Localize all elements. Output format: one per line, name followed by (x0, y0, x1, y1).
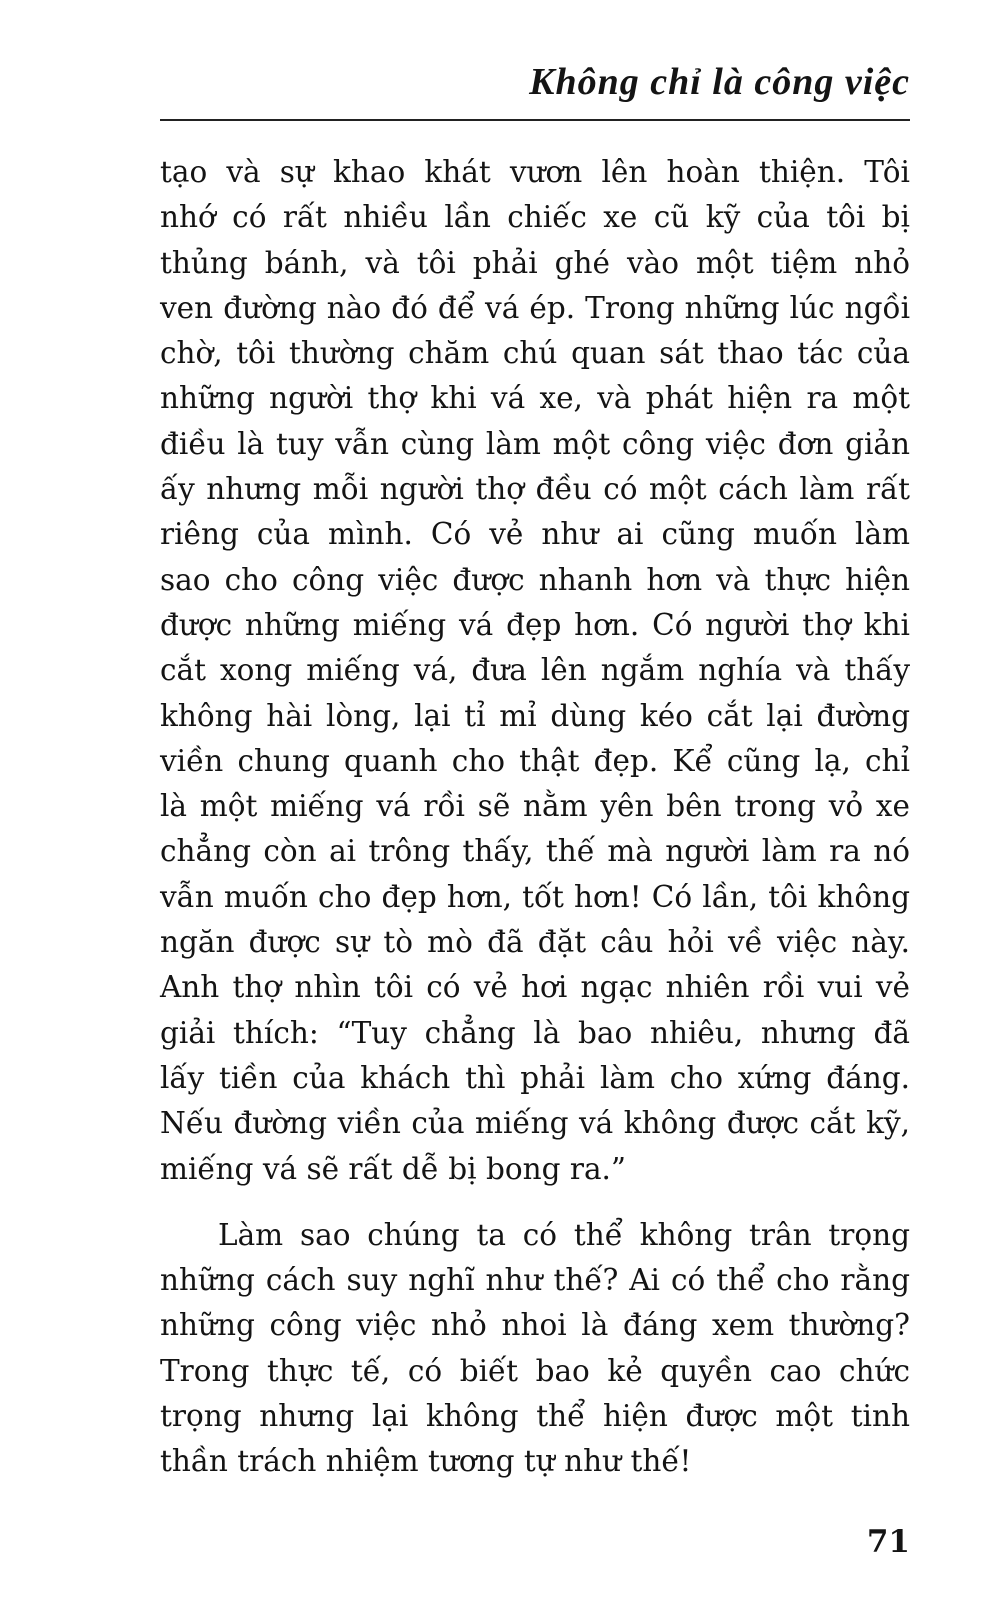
text-line: những cách suy nghĩ như thế? Ai có thể cho rằng (160, 1263, 910, 1298)
text-line: là một miếng vá rồi sẽ nằm yên bên trong vỏ xe (160, 789, 910, 824)
text-line: riêng của mình. Có vẻ như ai cũng muốn làm (160, 517, 910, 552)
text-line: miếng vá sẽ rất dễ bị bong ra.” (160, 1151, 626, 1186)
text-line: Nếu đường viền của miếng vá không được cắt kỹ, (160, 1106, 910, 1141)
text-line: lấy tiền của khách thì phải làm cho xứng đáng. (160, 1060, 910, 1095)
text-line: những người thợ khi vá xe, và phát hiện ra một (160, 381, 910, 416)
text-line: giải thích: “Tuy chẳng là bao nhiêu, nhưng đã (160, 1015, 910, 1050)
text-line: Anh thợ nhìn tôi có vẻ hơi ngạc nhiên rồi vui vẻ (160, 970, 910, 1005)
text-line: Trong thực tế, có biết bao kẻ quyền cao chức (160, 1353, 910, 1388)
text-line: viền chung quanh cho thật đẹp. Kể cũng lạ, chỉ (160, 743, 910, 778)
paragraph-spacer (160, 1192, 910, 1213)
text-line: Làm sao chúng ta có thể không trân trọng (218, 1217, 910, 1252)
text-line: tạo và sự khao khát vươn lên hoàn thiện. Tôi (160, 155, 910, 189)
text-line: cắt xong miếng vá, đưa lên ngắm nghía và thấy (160, 653, 910, 688)
paragraph (160, 150, 910, 1192)
running-header-title: Không chỉ là công việc (529, 61, 910, 103)
text-line: thủng bánh, và tôi phải ghé vào một tiệm nhỏ (160, 245, 910, 280)
text-line: chờ, tôi thường chăm chú quan sát thao tác của (160, 336, 910, 371)
text-line: vẫn muốn cho đẹp hơn, tốt hơn! Có lần, tôi không (160, 879, 910, 914)
header-divider (160, 119, 910, 121)
paragraph (160, 1213, 910, 1485)
text-line: sao cho công việc được nhanh hơn và thực hiện (160, 562, 910, 597)
text-line: ấy nhưng mỗi người thợ đều có một cách làm rất (160, 472, 910, 507)
text-line: nhớ có rất nhiều lần chiếc xe cũ kỹ của tôi bị (160, 200, 910, 235)
text-line: chẳng còn ai trông thấy, thế mà người làm ra nó (160, 834, 910, 869)
text-line: ven đường nào đó để vá ép. Trong những lúc ngồi (160, 290, 910, 325)
body-text (160, 150, 910, 1485)
text-line: ngăn được sự tò mò đã đặt câu hỏi về việc này. (160, 925, 910, 960)
text-line: trọng nhưng lại không thể hiện được một tinh (160, 1399, 910, 1434)
text-line: không hài lòng, lại tỉ mỉ dùng kéo cắt lại đường (160, 698, 910, 733)
text-line: thần trách nhiệm tương tự như thế! (160, 1444, 692, 1479)
text-line: những công việc nhỏ nhoi là đáng xem thường? (160, 1308, 910, 1343)
text-line: được những miếng vá đẹp hơn. Có người thợ khi (160, 607, 910, 642)
text-line: điều là tuy vẫn cùng làm một công việc đơn giản (160, 426, 910, 461)
page-number: 71 (866, 1524, 910, 1560)
